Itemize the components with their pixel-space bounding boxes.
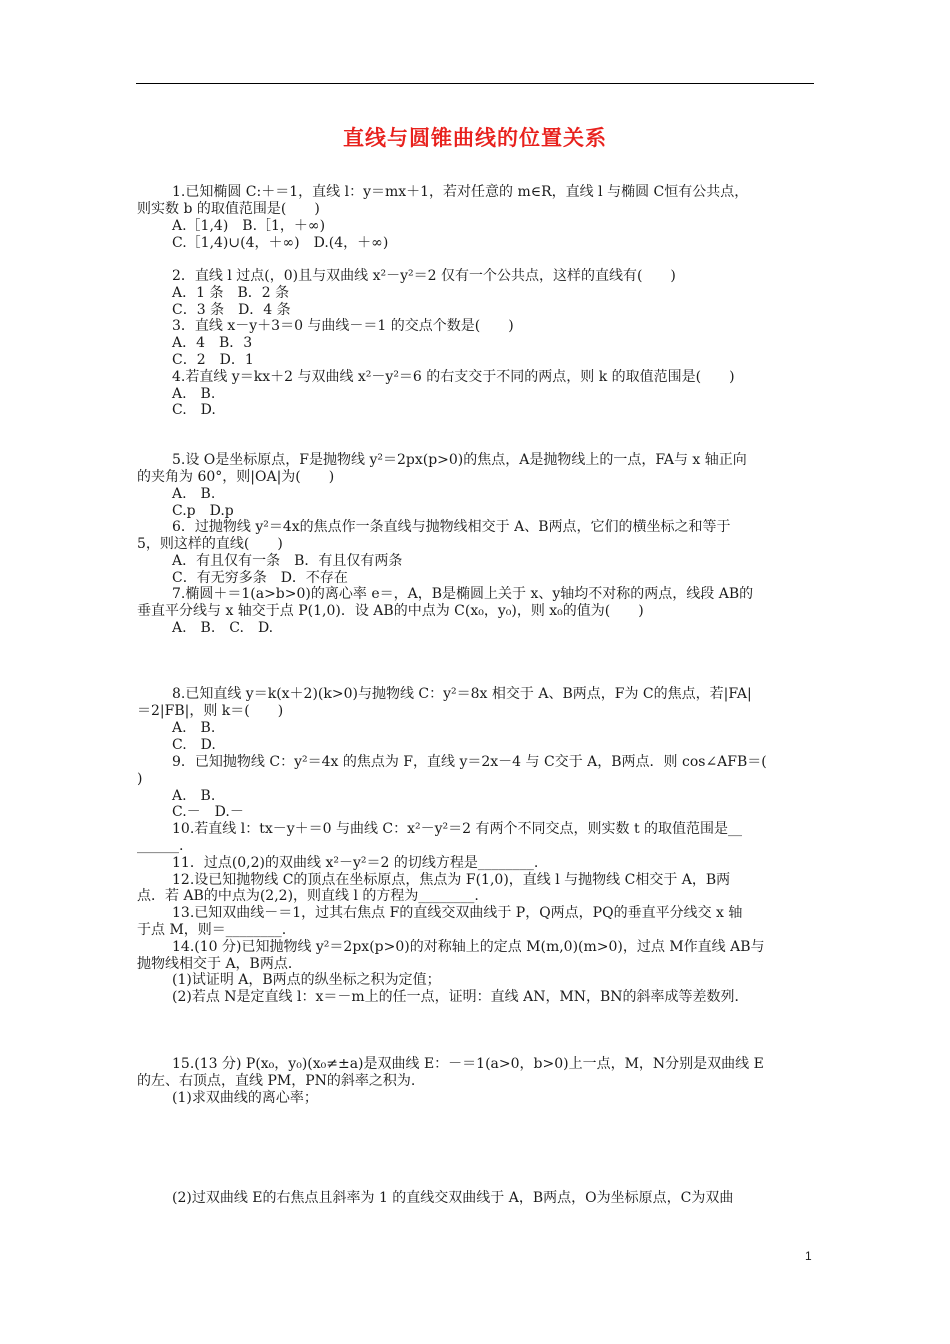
text-line: C．有无穷多条 D．不存在 (172, 570, 348, 586)
text-line: C. D. (172, 402, 216, 418)
text-line: C. D. (172, 737, 216, 753)
text-line: 4.若直线 y＝kx＋2 与双曲线 x²－y²＝6 的右支交于不同的两点，则 k 的取值范围是( ) (172, 369, 735, 385)
text-line: 10.若直线 l：tx－y＋＝0 与曲线 C：x²－y²＝2 有两个不同交点，则实数 t 的取值范围是__ (172, 821, 743, 837)
text-line: C.p D.p (172, 503, 234, 519)
text-line: A. B. (172, 720, 216, 736)
text-line: A.［1,4) B.［1，＋∞) (172, 218, 326, 234)
header-rule (136, 83, 814, 84)
text-line: 15.(13 分) P(x₀，y₀)(x₀≠±a)是双曲线 E：－＝1(a>0，b>0)上一点，M，N分别是双曲线 E (172, 1056, 764, 1072)
text-line: ＝2|FB|，则 k＝( ) (137, 703, 284, 719)
page-title: 直线与圆锥曲线的位置关系 (343, 126, 607, 150)
text-line: 11．过点(0,2)的双曲线 x²－y²＝2 的切线方程是________. (172, 855, 539, 871)
text-line: 垂直平分线与 x 轴交于点 P(1,0)．设 AB的中点为 C(x₀，y₀)，则 x₀的值为( ) (137, 603, 644, 619)
text-line: A．4 B．3 (172, 335, 253, 351)
text-line: 的左、右顶点，直线 PM，PN的斜率之积为. (137, 1073, 416, 1089)
text-line: 5.设 O是坐标原点，F是抛物线 y²＝2px(p>0)的焦点，A是抛物线上的一点，FA与 x 轴正向 (172, 452, 747, 468)
text-line: (2)过双曲线 E的右焦点且斜率为 1 的直线交双曲线于 A，B两点，O为坐标原点，C为双曲 (172, 1190, 734, 1206)
text-line: 1.已知椭圆 C:＋＝1，直线 l：y＝mx＋1，若对任意的 m∈R，直线 l 与椭圆 C恒有公共点， (172, 184, 749, 200)
text-line: 9．已知抛物线 C：y²＝4x 的焦点为 F，直线 y＝2x－4 与 C交于 A，B两点．则 cos∠AFB＝( (172, 754, 767, 770)
text-line: A. B. C. D. (172, 620, 274, 636)
text-line: A. B. (172, 486, 216, 502)
text-line: 14.(10 分)已知抛物线 y²＝2px(p>0)的对称轴上的定点 M(m,0)(m>0)，过点 M作直线 AB与 (172, 939, 765, 955)
text-line: C.［1,4)∪(4，＋∞) D.(4，＋∞) (172, 235, 389, 251)
page-number: 1 (805, 1249, 812, 1263)
text-line: 3．直线 x－y＋3＝0 与曲线－＝1 的交点个数是( ) (172, 318, 514, 334)
text-line: 6．过抛物线 y²＝4x的焦点作一条直线与抛物线相交于 A、B两点，它们的横坐标之和等于 (172, 519, 731, 535)
text-line: 2．直线 l 过点(，0)且与双曲线 x²－y²＝2 仅有一个公共点，这样的直线有( ) (172, 268, 676, 284)
text-line: 则实数 b 的取值范围是( ) (137, 201, 320, 217)
text-line: 13.已知双曲线－＝1，过其右焦点 F的直线交双曲线于 P，Q两点，PQ的垂直平分线交 x 轴 (172, 905, 743, 921)
text-line: ) (137, 771, 143, 787)
text-line: (1)求双曲线的离心率； (172, 1090, 318, 1106)
text-line: 7.椭圆＋＝1(a>b>0)的离心率 e＝，A，B是椭圆上关于 x、y轴均不对称的两点，线段 AB的 (172, 586, 754, 602)
text-line: 的夹角为 60°，则|OA|为( ) (137, 469, 335, 485)
text-line: A．有且仅有一条 B．有且仅有两条 (172, 553, 403, 569)
text-line: A．1 条 B．2 条 (172, 285, 290, 301)
text-line: C.－ D.－ (172, 804, 244, 820)
text-line: A. B. (172, 788, 216, 804)
text-line: 5，则这样的直线( ) (137, 536, 283, 552)
text-line: 8.已知直线 y＝k(x＋2)(k>0)与抛物线 C：y²＝8x 相交于 A、B两点，F为 C的焦点，若|FA| (172, 686, 752, 702)
text-line: C．3 条 D．4 条 (172, 302, 291, 318)
text-line: 点．若 AB的中点为(2,2)，则直线 l 的方程为________. (137, 888, 479, 904)
text-line: 抛物线相交于 A，B两点． (137, 956, 302, 972)
text-line: ______. (137, 838, 184, 854)
text-line: (1)试证明 A，B两点的纵坐标之积为定值； (172, 972, 441, 988)
text-line: A. B. (172, 386, 216, 402)
text-line: 12.设已知抛物线 C的顶点在坐标原点，焦点为 F(1,0)，直线 l 与抛物线 C相交于 A，B两 (172, 872, 731, 888)
text-line: C．2 D．1 (172, 352, 254, 368)
text-line: (2)若点 N是定直线 l：x＝－m上的任一点，证明：直线 AN，MN，BN的斜率成等差数列． (172, 989, 749, 1005)
text-line: 于点 M，则＝________. (137, 922, 287, 938)
